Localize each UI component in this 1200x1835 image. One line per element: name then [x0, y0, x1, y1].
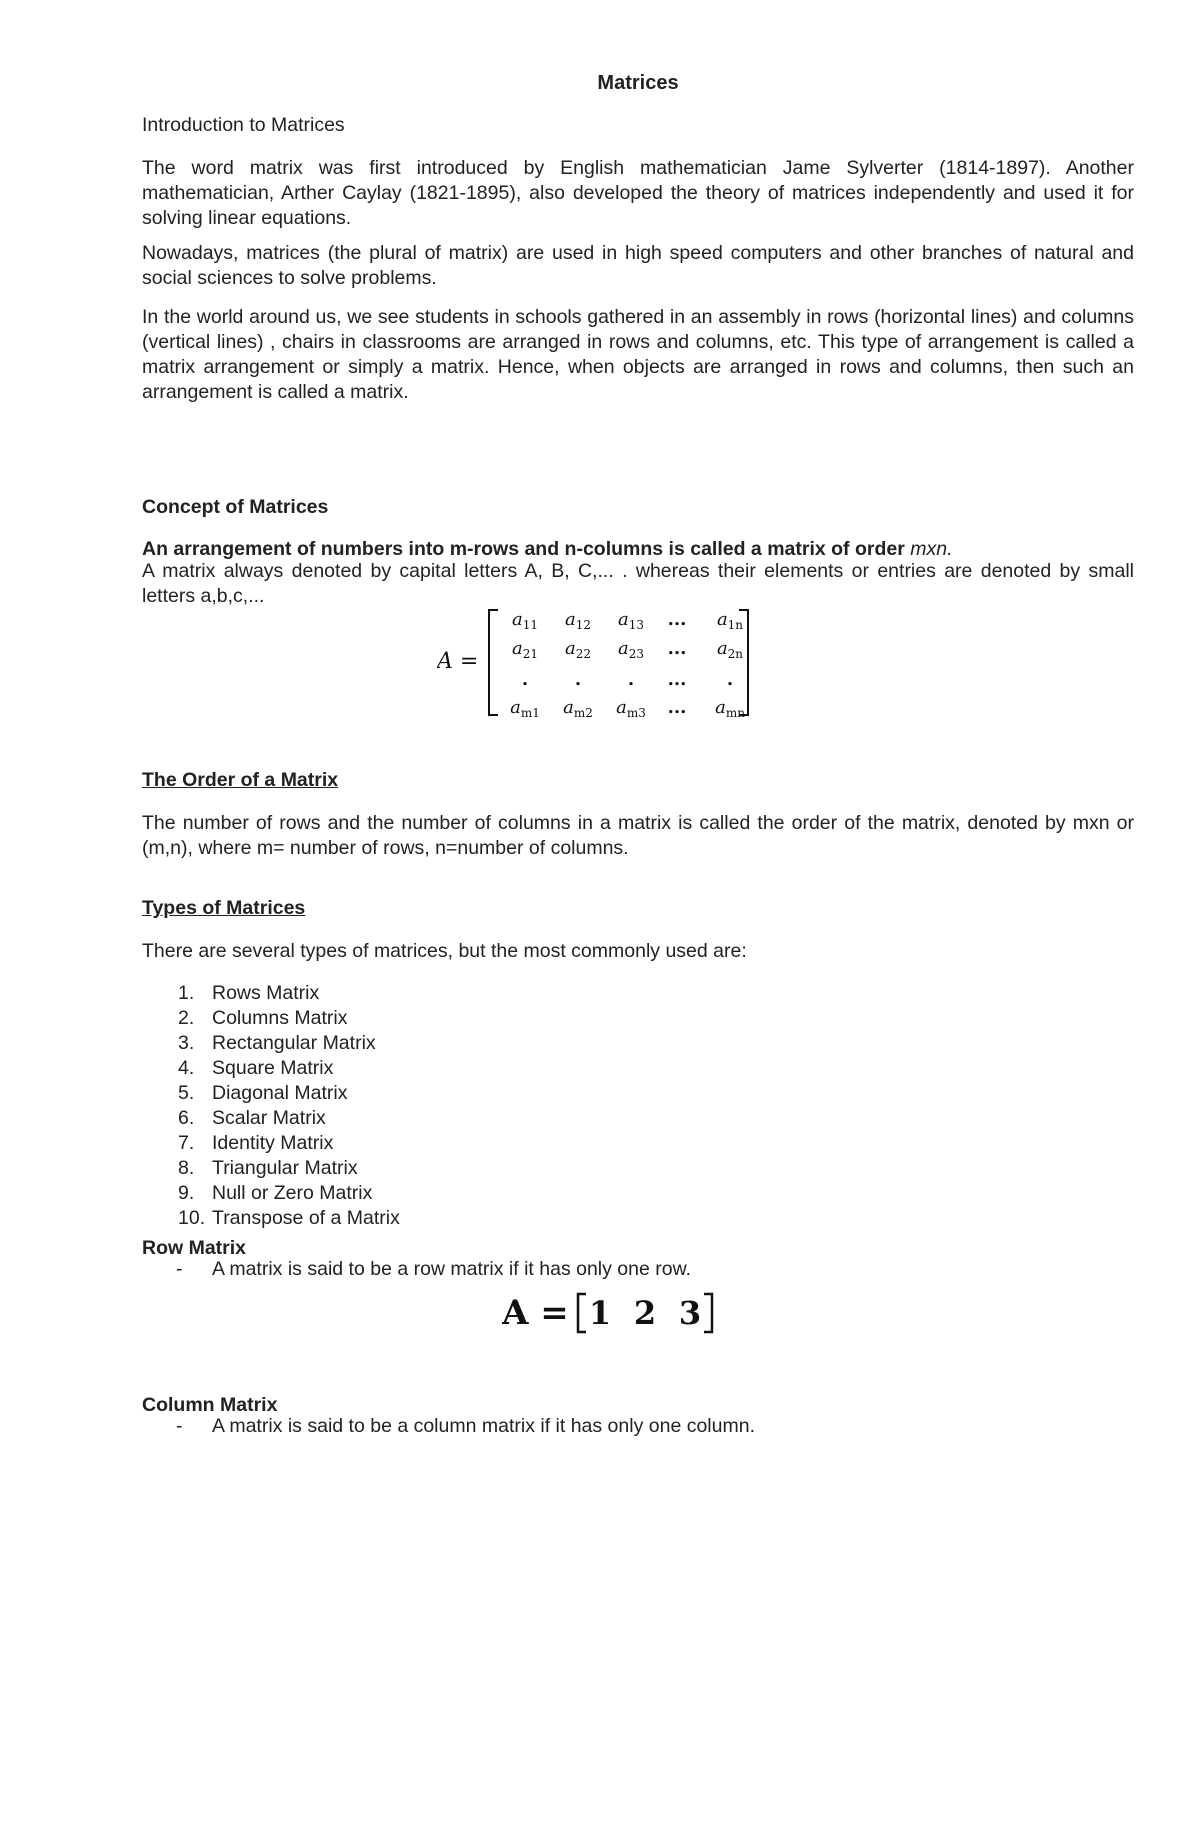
matrix-cell: $a_{13}$ [617, 609, 645, 632]
intro-paragraph-3: In the world around us, we see students in schools gathered in an assembly in rows (horizontal lines) and columns (vertical lines) , chairs in classrooms are arranged in rows and columns, etc. This type of arrangement is called a matrix arrangement or simply a matrix. Hence, when objects are arranged in rows and columns, then such an arrangement is called a matrix. [142, 306, 1134, 403]
list-item-number: 8. [178, 1157, 195, 1179]
list-item-label: Diagonal Matrix [212, 1082, 348, 1104]
column-matrix-definition [142, 1414, 1134, 1439]
row-matrix-value: 3 [678, 1294, 702, 1332]
list-item-number: 7. [178, 1132, 195, 1154]
list-item [142, 1206, 1134, 1231]
matrix-cell: $a_{2n}$ [716, 638, 744, 661]
list-item [142, 1081, 1134, 1106]
matrix-cell: ... [667, 638, 687, 659]
row-matrix-dash: - [176, 1258, 183, 1280]
matrix-cell: ... [667, 669, 687, 690]
list-item-number: 1. [178, 982, 195, 1004]
concept-definition-text: An arrangement of numbers into m-rows and n-columns is called a matrix of order [142, 538, 911, 560]
list-item-label: Identity Matrix [212, 1132, 334, 1154]
matrix-cell: ... [667, 609, 687, 630]
matrix-cell: $a_{22}$ [564, 638, 592, 661]
matrix-cell: $a_{1n}$ [716, 609, 744, 632]
list-item [142, 1006, 1134, 1031]
types-list [142, 981, 1134, 1231]
row-matrix-value: 2 [633, 1294, 657, 1332]
order-heading: The Order of a Matrix [142, 769, 339, 791]
matrix-cell: $a_{m1}$ [510, 697, 540, 720]
list-item-label: Transpose of a Matrix [212, 1207, 400, 1229]
list-item [142, 1031, 1134, 1056]
column-matrix-text: A matrix is said to be a column matrix if it has only one column. [212, 1415, 755, 1437]
document-title: Matrices [597, 72, 679, 94]
list-item-number: 10. [178, 1207, 206, 1229]
list-item [142, 981, 1134, 1006]
row-matrix-values [589, 1294, 701, 1332]
order-text: The number of rows and the number of columns in a matrix is called the order of the matrix, denoted by mxn or (m,n), where m= number of rows, n=number of columns. [142, 812, 1134, 859]
row-matrix-value: 1 [588, 1294, 612, 1332]
types-heading: Types of Matrices [142, 897, 306, 919]
list-item-label: Columns Matrix [212, 1007, 348, 1029]
list-item-number: 3. [178, 1032, 195, 1054]
row-matrix-example-label: A = [502, 1293, 569, 1333]
row-matrix-text: A matrix is said to be a row matrix if it has only one row. [212, 1258, 692, 1280]
list-item [142, 1056, 1134, 1081]
intro-heading: Introduction to Matrices [142, 114, 345, 136]
matrix-cell: $a_{12}$ [564, 609, 592, 632]
matrix-cell: . [627, 669, 635, 690]
matrix-label: A = [437, 649, 479, 674]
intro-paragraph-1: The word matrix was first introduced by English mathematician Jame Sylverter (1814-1897). Another mathematician, Arther Caylay (1821-1895), also developed the theory of matrices independently and used it for solving linear equations. [142, 157, 1134, 229]
list-item-label: Scalar Matrix [212, 1107, 326, 1129]
matrix-cell: $a_{21}$ [511, 638, 539, 661]
matrix-cell: $a_{11}$ [511, 609, 539, 632]
matrix-cell: . [521, 669, 529, 690]
matrix-cell: . [726, 669, 734, 690]
list-item-label: Null or Zero Matrix [212, 1182, 373, 1204]
matrix-left-bracket [489, 610, 498, 715]
list-item-label: Rectangular Matrix [212, 1032, 376, 1054]
types-intro: There are several types of matrices, but the most commonly used are: [142, 940, 747, 962]
list-item [142, 1106, 1134, 1131]
list-item [142, 1131, 1134, 1156]
row-matrix-left-bracket [578, 1294, 586, 1332]
matrix-cell: $a_{mn}$ [715, 697, 745, 720]
list-item [142, 1181, 1134, 1206]
list-item-number: 6. [178, 1107, 195, 1129]
row-matrix-definition [142, 1257, 1134, 1282]
general-matrix-figure [437, 605, 857, 720]
list-item-label: Triangular Matrix [212, 1157, 358, 1179]
list-item-label: Square Matrix [212, 1057, 334, 1079]
row-matrix-right-bracket [704, 1294, 712, 1332]
list-item-number: 4. [178, 1057, 195, 1079]
matrix-cell: . [574, 669, 582, 690]
concept-definition-order: mxn. [910, 538, 953, 560]
row-matrix-example [502, 1288, 762, 1338]
list-item-label: Rows Matrix [212, 982, 320, 1004]
list-item-number: 5. [178, 1082, 195, 1104]
list-item [142, 1156, 1134, 1181]
intro-paragraph-2: Nowadays, matrices (the plural of matrix) are used in high speed computers and other branches of natural and social sciences to solve problems. [142, 242, 1134, 289]
matrix-cell: ... [667, 697, 687, 718]
list-item-number: 2. [178, 1007, 195, 1029]
column-matrix-heading: Column Matrix [142, 1394, 278, 1416]
matrix-cells [510, 609, 745, 720]
column-matrix-dash: - [176, 1415, 183, 1437]
concept-heading: Concept of Matrices [142, 496, 329, 518]
matrix-cell: $a_{m3}$ [616, 697, 646, 720]
concept-notation: A matrix always denoted by capital letters A, B, C,... . whereas their elements or entries are denoted by small letters a,b,c,... [142, 560, 1134, 607]
row-matrix-heading: Row Matrix [142, 1237, 247, 1259]
list-item-number: 9. [178, 1182, 195, 1204]
matrix-cell: $a_{23}$ [617, 638, 645, 661]
matrix-cell: $a_{m2}$ [563, 697, 593, 720]
